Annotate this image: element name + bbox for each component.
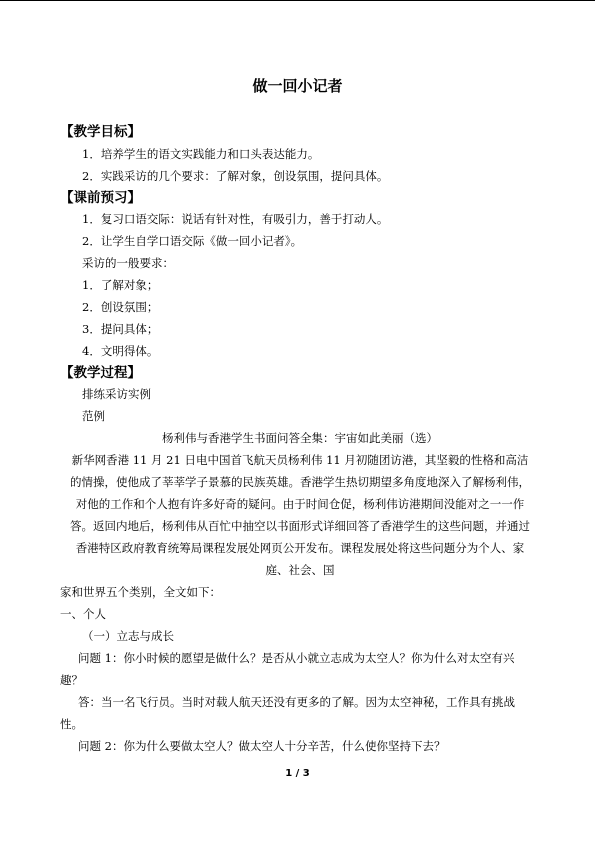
part-heading: 一、个人 (60, 607, 106, 621)
preview-item: 采访的一般要求： (82, 256, 174, 270)
article-intro-line: 的情操，使他成了莘莘学子景慕的民族英雄。香港学生热切期望多角度地深入了解杨利伟， (70, 475, 530, 489)
qa-line: 问题 2：你为什么要做太空人？做太空人十分辛苦，什么使你坚持下去？ (78, 739, 446, 753)
article-intro-line: 对他的工作和个人抱有许多好奇的疑问。由于时间仓促，杨利伟访港期间没能对之一一作 (75, 497, 525, 511)
preview-item: 1．复习口语交际：说话有针对性，有吸引力，善于打动人。 (82, 212, 389, 226)
process-intro-line: 排练采访实例 (82, 387, 151, 401)
qa-line: 趣？ (60, 673, 83, 687)
article-intro-line: 香港特区政府教育统筹局课程发展处网页公开发布。课程发展处将这些问题分为个人、家 (75, 541, 525, 555)
preview-item: 3．提问具体； (82, 322, 159, 336)
section-heading-goals: 【教学目标】 (60, 124, 141, 140)
preview-item: 4．文明得体。 (82, 344, 159, 358)
document-title: 做一回小记者 (252, 77, 343, 95)
preview-item: 2．创设氛围； (82, 300, 159, 314)
article-title: 杨利伟与香港学生书面问答全集：宇宙如此美丽（选） (162, 431, 438, 445)
section-heading-process: 【教学过程】 (60, 365, 141, 381)
article-intro-line: 庭、社会、国 (265, 563, 335, 577)
goal-item: 1．培养学生的语文实践能力和口头表达能力。 (82, 147, 320, 161)
subheading: （一）立志与成长 (82, 629, 174, 643)
qa-line: 性。 (60, 717, 83, 731)
article-intro-line: 答。返回内地后，杨利伟从百忙中抽空以书面形式详细回答了香港学生的这些问题，并通过 (70, 519, 530, 533)
article-intro-tail: 家和世界五个类别，全文如下： (60, 585, 221, 599)
section-heading-preview: 【课前预习】 (60, 190, 141, 206)
goal-item: 2．实践采访的几个要求：了解对象，创设氛围，提问具体。 (82, 169, 389, 183)
qa-line: 问题 1：你小时候的愿望是做什么？是否从小就立志成为太空人？你为什么对太空有兴 (78, 651, 515, 665)
page-number: 1 / 3 (285, 768, 310, 779)
preview-item: 2．让学生自学口语交际《做一回小记者》。 (82, 234, 303, 248)
article-intro-line: 新华网香港 11 月 21 日电中国首飞航天员杨利伟 11 月初随团访港，其坚毅的性格和高洁 (71, 453, 529, 467)
qa-line: 答：当一名飞行员。当时对载人航天还没有更多的了解。因为太空神秘，工作具有挑战 (78, 695, 515, 709)
top-border-rule (0, 0, 595, 1)
preview-item: 1．了解对象； (82, 278, 159, 292)
process-intro-line: 范例 (82, 409, 105, 423)
